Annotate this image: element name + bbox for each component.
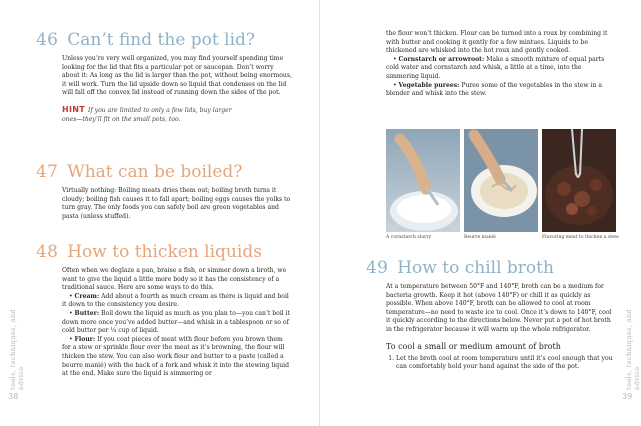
method-flour-text: If you coat pieces of meat with flour before you brown them for a stew or sprinkle flour over the meat as it’s browning, the flour will thicken the stew. You can also work flour and butter to a paste (called a beurre manié) with the back of a fork and whisk it into the stewing liquid at the end. Make sure the liquid is simmering or [62,335,289,378]
method-purees: • Vegetable purees: Puree some of the vegetables in the stew in a blender and whisk into the stew. [386,81,602,98]
section-47-title: What can be boiled? [67,162,243,182]
photo-flavoring-meat [542,129,616,232]
method-cornstarch: • Cornstarch or arrowroot: Make a smooth mixture of equal parts cold water and cornstarch and whisk, a little at a time, into the simmering liquid. [386,55,605,80]
hint-box [62,106,232,124]
section-46-title: Can’t find the pot lid? [67,30,256,50]
section-48-body [62,267,292,379]
section-46 [36,30,292,124]
section-46-number: 46 [36,30,59,50]
method-cream: • Cream: Add about a fourth as much cream as there is liquid and boil it down to the consistency you desire. [62,292,289,309]
caption-beurre-manie: Beurre manié [464,235,496,240]
section-48-intro: Often when we deglaze a pan, braise a fish, or simmer down a broth, we want to give the liquid a little more body so it has the consistency of a traditional sauce. Here are some ways to do this. [62,267,287,292]
method-flour-label: Flour: [74,335,96,343]
section-49-heading [366,258,616,278]
continued-text [386,30,614,99]
section-47 [36,162,292,221]
section-48-heading [36,242,292,262]
right-page [320,0,640,426]
section-48-title: How to thicken liquids [67,242,262,262]
method-butter: • Butter: Boil down the liquid as much as you plan to—you can’t boil it down more once you’ve added butter—and whisk in a tablespoon or so of cold butter per ¼ cup of liquid. [62,309,291,335]
method-cream-text: Add about a fourth as much cream as there is liquid and boil it down to the consistency you desire. [62,292,289,309]
continued-paragraph: the flour won’t thicken. Flour can be turned into a roux by combining it with butter and cooking it gently for a few mintues. Liquids to be thickened are whisked into the hot roux and gently cooked. [386,30,608,55]
section-49-number: 49 [366,258,389,278]
section-46-heading [36,30,292,50]
section-47-number: 47 [36,162,59,182]
method-flour: • Flour: If you coat pieces of meat with flour before you brown them for a stew or sprinkle flour over the meat as it’s browning, the flour will thicken the stew. You can also work flour and butter to a paste (called a beurre manié) with the back of a fork and whisk it into the stewing liquid at the end. Make sure the liquid is simmering or [62,335,289,378]
step-1: 1. Let the broth cool at room temperature until it’s cool enough that you can comfortably hold your hand against the side of the pot. [396,355,616,372]
right-page-number: 39 [622,392,633,401]
caption-flavoring-meat: Flavoring meat to thicken a stew [542,235,619,240]
method-purees-label: Vegetable purees: [398,81,460,89]
method-cornstarch-label: Cornstarch or arrowroot: [398,55,485,63]
caption-cornstarch-slurry: A cornstarch slurry [386,235,432,240]
hint-label: HINT [62,104,86,114]
method-purees-text: Puree some of the vegetables in the stew in a blender and whisk into the stew. [386,81,602,98]
section-48 [36,242,292,379]
section-47-heading [36,162,292,182]
section-48-number: 48 [36,242,59,262]
right-side-label: tools, techniques, and advice [625,308,641,390]
section-49-body [386,283,616,372]
section-49-title: How to chill broth [397,258,554,278]
section-49 [366,258,616,372]
method-cornstarch-text: Make a smooth mixture of equal parts cold water and cornstarch and whisk, a little at a time, into the simmering liquid. [386,55,605,80]
hint-text: If you are limited to only a few lids, buy larger ones—they’ll fit on the small pots, too. [62,106,232,123]
left-page-number: 38 [8,392,19,401]
photo-beurre-manie [464,129,538,232]
method-cream-label: Cream: [74,292,100,300]
method-butter-label: Butter: [74,309,100,317]
left-page [0,0,320,426]
section-49-steps [386,355,616,372]
method-butter-text: Boil down the liquid as much as you plan to—you can’t boil it down more once you’ve added butter—and whisk in a tablespoon or so of cold butter per ¼ cup of liquid. [62,309,291,335]
section-49-subheading: To cool a small or medium amount of broth [386,341,561,351]
left-side-label: tools, techniques, and advice [9,308,25,390]
section-49-paragraph: At a temperature between 50°F and 140°F, broth can be a medium for bacteria growth. Keep it hot (above 140°F) or chill it as quickly as possible. When above 140°F, broth can be allowed to cool at room temperature—no need to waste ice to cool. Once it’s down to 140°F, cool it quickly according to the directions below. Never put a pot of hot broth in the refrigerator because it will warm up the whole refrigerator. [386,283,612,333]
section-47-body: Virtually nothing: Boiling meats dries them out; boiling broth turns it cloudy; boiling fish causes it to fall apart; boiling eggs causes the yolks to turn gray. The only foods you can safely boil are green vegetables and pasta (unless stuffed). [62,187,291,220]
photo-cornstarch-slurry [386,129,460,232]
section-46-body: Unless you’re very well organized, you may find yourself spending time looking for the lid that fits a particular pot or saucepan. Don’t worry about it: As long as the lid is larger than the pot, without being enormous, it will work. Turn the lid upside down so liquid that condenses on the lid will fall off the convex lid instead of running down the sides of the pot. [62,55,292,97]
